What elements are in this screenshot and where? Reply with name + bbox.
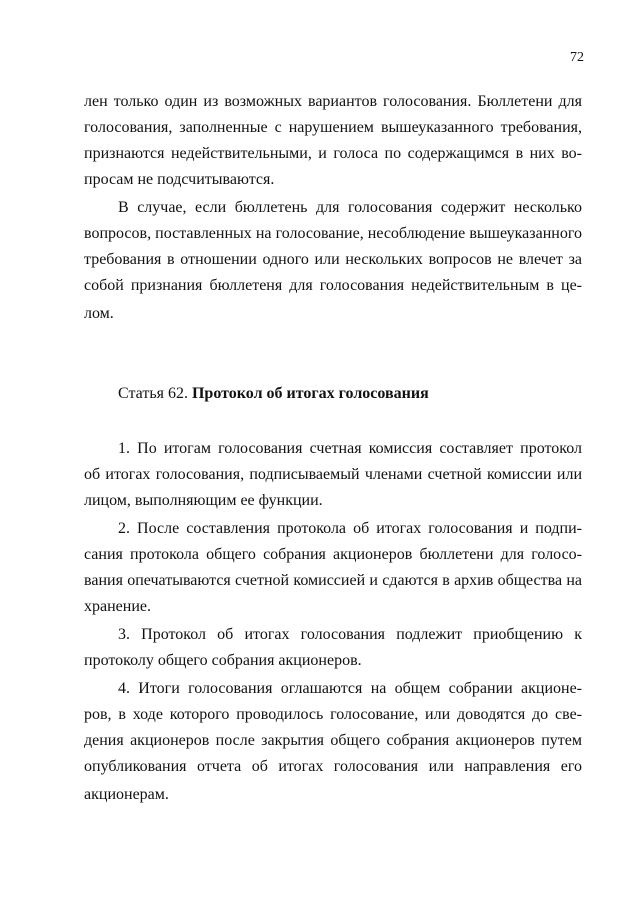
item-4-line-3: дения акционеров после закрытия общего собрания акционеров путем: [84, 732, 582, 749]
article-label: Статья 62.: [118, 385, 188, 402]
item-1-line-3: лицом, выполняющим ее функции.: [84, 492, 323, 509]
paragraph-2-line-3: требования в отношении одного или нескольких вопросов не влечет за: [84, 251, 582, 268]
item-2-line-2: сания протокола общего собрания акционеров бюллетени для голосо-: [84, 546, 582, 563]
item-2-line-1: 2. После составления протокола об итогах голосования и подпи-: [118, 520, 582, 537]
item-2-line-4: хранение.: [84, 598, 151, 615]
item-4-line-1: 4. Итоги голосования оглашаются на общем собрании акционе-: [118, 680, 582, 697]
item-2-line-3: вания опечатываются счетной комиссией и сдаются в архив общества на: [84, 572, 582, 589]
item-3-line-1: 3. Протокол об итогах голосования подлежит приобщению к: [118, 626, 582, 643]
item-4-line-5: акционерам.: [84, 786, 169, 803]
article-title: Протокол об итогах голосования: [191, 385, 429, 402]
item-1-line-2: об итогах голосования, подписываемый членами счетной комиссии или: [84, 466, 582, 483]
item-1-line-1: 1. По итогам голосования счетная комиссия составляет протокол: [118, 440, 582, 457]
paragraph-1-line-4: просам не подсчитываются.: [84, 171, 275, 188]
paragraph-2-line-4: собой признания бюллетеня для голосования недействительным в це-: [84, 277, 582, 294]
paragraph-1-line-2: голосования, заполненные с нарушением вышеуказанного требования,: [84, 119, 582, 136]
paragraph-2-line-1: В случае, если бюллетень для голосования содержит несколько: [118, 199, 582, 216]
page-number: 72: [570, 50, 584, 65]
item-4-line-4: опубликования отчета об итогах голосования или направления его: [84, 758, 582, 775]
paragraph-1-line-1: лен только один из возможных вариантов голосования. Бюллетени для: [84, 93, 582, 110]
paragraph-2-line-5: лом.: [84, 305, 114, 322]
article-heading: [118, 381, 429, 407]
item-4-line-2: ров, в ходе которого проводилось голосование, или доводятся до све-: [84, 706, 582, 723]
item-3-line-2: протоколу общего собрания акционеров.: [84, 652, 362, 669]
paragraph-2-line-2: вопросов, поставленных на голосование, несоблюдение вышеуказанного: [84, 225, 582, 242]
paragraph-1-line-3: признаются недействительными, и голоса по содержащимся в них во-: [84, 145, 582, 162]
